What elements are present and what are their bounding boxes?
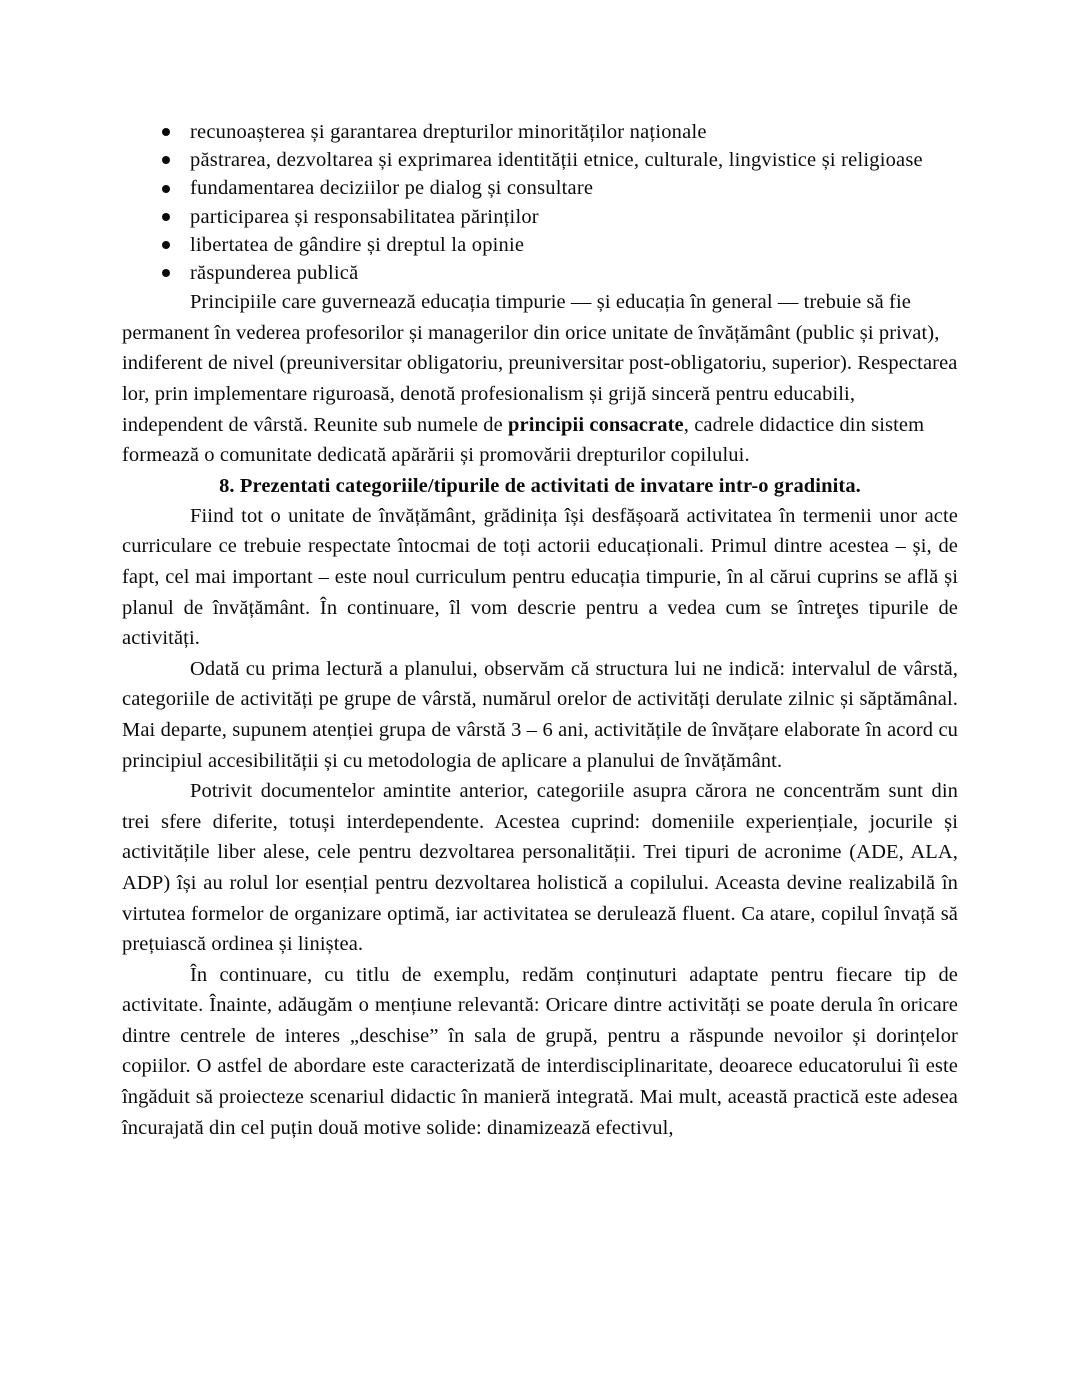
list-item-text: păstrarea, dezvoltarea și exprimarea identității etnice, culturale, lingvistice și religioase — [190, 149, 923, 172]
bullet-dot-icon — [162, 259, 171, 287]
list-item — [122, 259, 958, 287]
list-item — [122, 174, 958, 202]
paragraph-fiind-tot: Fiind tot o unitate de învățământ, grădinița își desfășoară activitatea în termenii unor acte curriculare ce trebuie respectate întocmai de toți actorii educaționali. Primul dintre acestea – și, de fapt, cel mai important – este noul curriculum pentru educația timpurie, în al cărui cuprins se află și planul de învățământ. În continuare, îl vom descrie pentru a vedea cum se întreţes tipurile de activități. — [122, 504, 958, 650]
list-item — [122, 146, 958, 174]
list-item — [122, 231, 958, 259]
list-item-text: libertatea de gândire și dreptul la opinie — [190, 233, 525, 256]
bullet-dot-icon — [162, 231, 171, 259]
emphasis-principii-consacrate: principii consacrate — [508, 413, 684, 436]
list-item — [122, 203, 958, 231]
paragraph-in-continuare: În continuare, cu titlu de exemplu, redăm conținuturi adaptate pentru fiecare tip de activitate. Înainte, adăugăm o mențiune relevantă: Oricare dintre activități se poate derula în oricare dintre centrele de interes „deschise” în sala de grupă, pentru a răspunde nevoilor și dorințelor copiilor. O astfel de abordare este caracterizată de interdisciplinaritate, deoarece educatorului îi este îngăduit să proiecteze scenariul didactic în manieră integrată. Mai mult, această practică este adesea încurajată din cel puțin două motive solide: dinamizează efectivul, — [122, 963, 958, 1139]
document-content — [122, 118, 958, 1143]
principles-bullet-list — [122, 118, 958, 287]
list-item — [122, 118, 958, 146]
list-item-text: fundamentarea deciziilor pe dialog și consultare — [190, 177, 594, 200]
paragraph-principii — [122, 287, 958, 471]
paragraph-odata-cu: Odată cu prima lectură a planului, observăm că structura lui ne indică: intervalul de vârstă, categoriile de activități pe grupe de vârstă, numărul orelor de activități derulate zilnic și săptămânal. Mai departe, supunem atenției grupa de vârstă 3 – 6 ani, activitățile de învățare elaborate în acord cu principiul accesibilității și cu metodologia de aplicare a planului de învățământ. — [122, 657, 958, 772]
bullet-dot-icon — [162, 146, 171, 174]
list-item-text: participarea și responsabilitatea părinților — [190, 205, 539, 228]
bullet-dot-icon — [162, 203, 171, 231]
list-item-text: recunoașterea și garantarea drepturilor minorităților naționale — [190, 121, 707, 143]
paragraph-text-segment: , cadrele didactice din sistem formează o comunitate dedicată apărării și promovării drepturilor copilului. — [122, 413, 925, 467]
bullet-dot-icon — [162, 174, 171, 202]
bullet-dot-icon — [162, 118, 171, 146]
list-item-text: răspunderea publică — [190, 262, 359, 285]
page-title: 8. Prezentati categoriile/tipurile de activitati de invatare intr-o gradinita. — [219, 474, 861, 497]
paragraph-text-segment: Principiile care guvernează educația timpurie — și educația în general — trebuie să fie permanent în vederea profesorilor și managerilor din orice unitate de învățământ (public și privat), indiferent de nivel (preuniversitar obligatoriu, preuniversitar post-obligatoriu, superior). Respectarea lor, prin implementare riguroasă, denotă profesionalism și grijă sinceră pentru educabili, independent de vârstă. Reunite sub numele de — [122, 291, 958, 436]
paragraph-potrivit: Potrivit documentelor amintite anterior, categoriile asupra cărora ne concentrăm sunt din trei sfere diferite, totuși interdependente. Acestea cuprind: domeniile experiențiale, jocurile și activitățile liber alese, cele pentru dezvoltarea personalității. Trei tipuri de acronime (ADE, ALA, ADP) își au rolul lor esențial pentru dezvoltarea holistică a copilului. Aceasta devine realizabilă în virtutea formelor de organizare optimă, iar activitatea se derulează fluent. Ca atare, copilul învață să prețuiască ordinea și liniștea. — [122, 780, 958, 956]
